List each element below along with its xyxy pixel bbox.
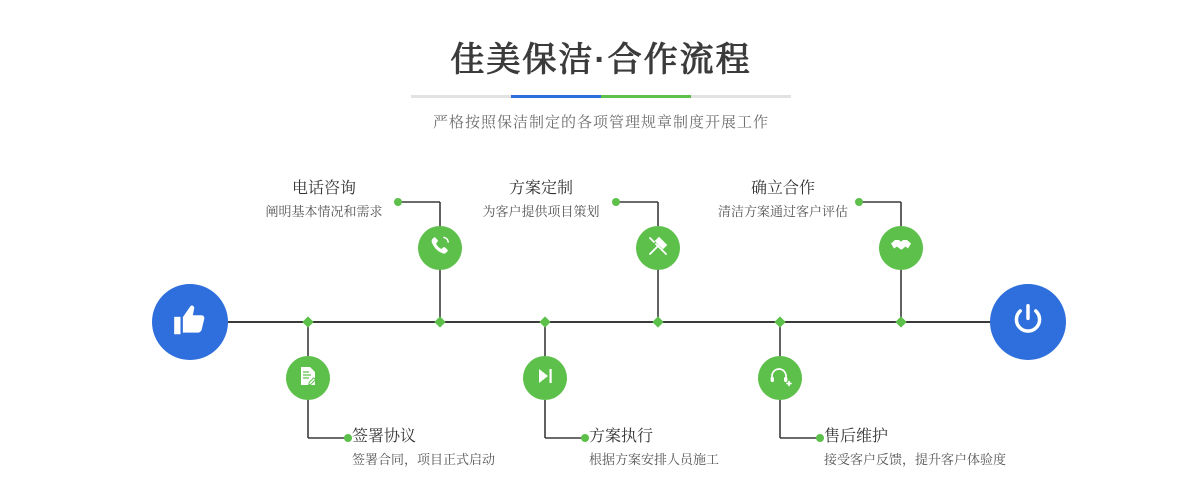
flow-label-2-title: 签署协议 (352, 428, 417, 445)
flow-node-3[interactable] (636, 226, 680, 270)
flow-label-6-desc: 接受客户反馈，提升客户体验度 (824, 452, 1007, 467)
flow-label-2-desc: 签署合同，项目正式启动 (352, 452, 496, 467)
flow-start-button[interactable] (152, 284, 228, 360)
document-edit-icon (296, 364, 320, 393)
page-subtitle: 严格按照保洁制定的各项管理规章制度开展工作 (432, 113, 769, 131)
headset-add-icon (768, 364, 792, 393)
play-step-icon (533, 364, 557, 393)
pen-ruler-icon (646, 234, 670, 263)
page-header (0, 0, 1202, 132)
handshake-icon (889, 234, 913, 263)
flow-label-3 (466, 178, 616, 222)
flow-node-1[interactable] (418, 226, 462, 270)
title-divider (411, 95, 791, 98)
flow-label-4-title: 方案执行 (589, 428, 654, 445)
flow-label-5 (707, 178, 859, 222)
flow-label-4 (589, 426, 819, 470)
flow-node-6[interactable] (758, 356, 802, 400)
divider-blue-segment (511, 95, 601, 98)
flow-label-6-title: 售后维护 (824, 428, 889, 445)
flow-node-5[interactable] (879, 226, 923, 270)
flow-node-4[interactable] (523, 356, 567, 400)
flow-end-button[interactable] (990, 284, 1066, 360)
flow-label-3-title: 方案定制 (508, 180, 573, 197)
flow-label-3-desc: 为客户提供项目策划 (482, 204, 600, 219)
flow-label-1 (250, 178, 398, 222)
flow-label-5-desc: 清洁方案通过客户评估 (717, 204, 848, 219)
page-title: 佳美保洁·合作流程 (450, 41, 752, 79)
power-icon (1009, 301, 1047, 344)
flow-label-4-desc: 根据方案安排人员施工 (589, 452, 720, 467)
flow-label-5-title: 确立合作 (750, 180, 815, 197)
flow-label-1-desc: 阐明基本情况和需求 (265, 204, 383, 219)
thumbs-up-icon (171, 301, 209, 344)
phone-ring-icon (428, 234, 452, 263)
flow-label-2 (352, 426, 572, 470)
flow-label-1-title: 电话咨询 (291, 180, 356, 197)
divider-green-segment (601, 95, 691, 98)
process-flow-diagram (0, 150, 1202, 502)
flow-node-2[interactable] (286, 356, 330, 400)
flow-label-6 (824, 426, 1074, 470)
